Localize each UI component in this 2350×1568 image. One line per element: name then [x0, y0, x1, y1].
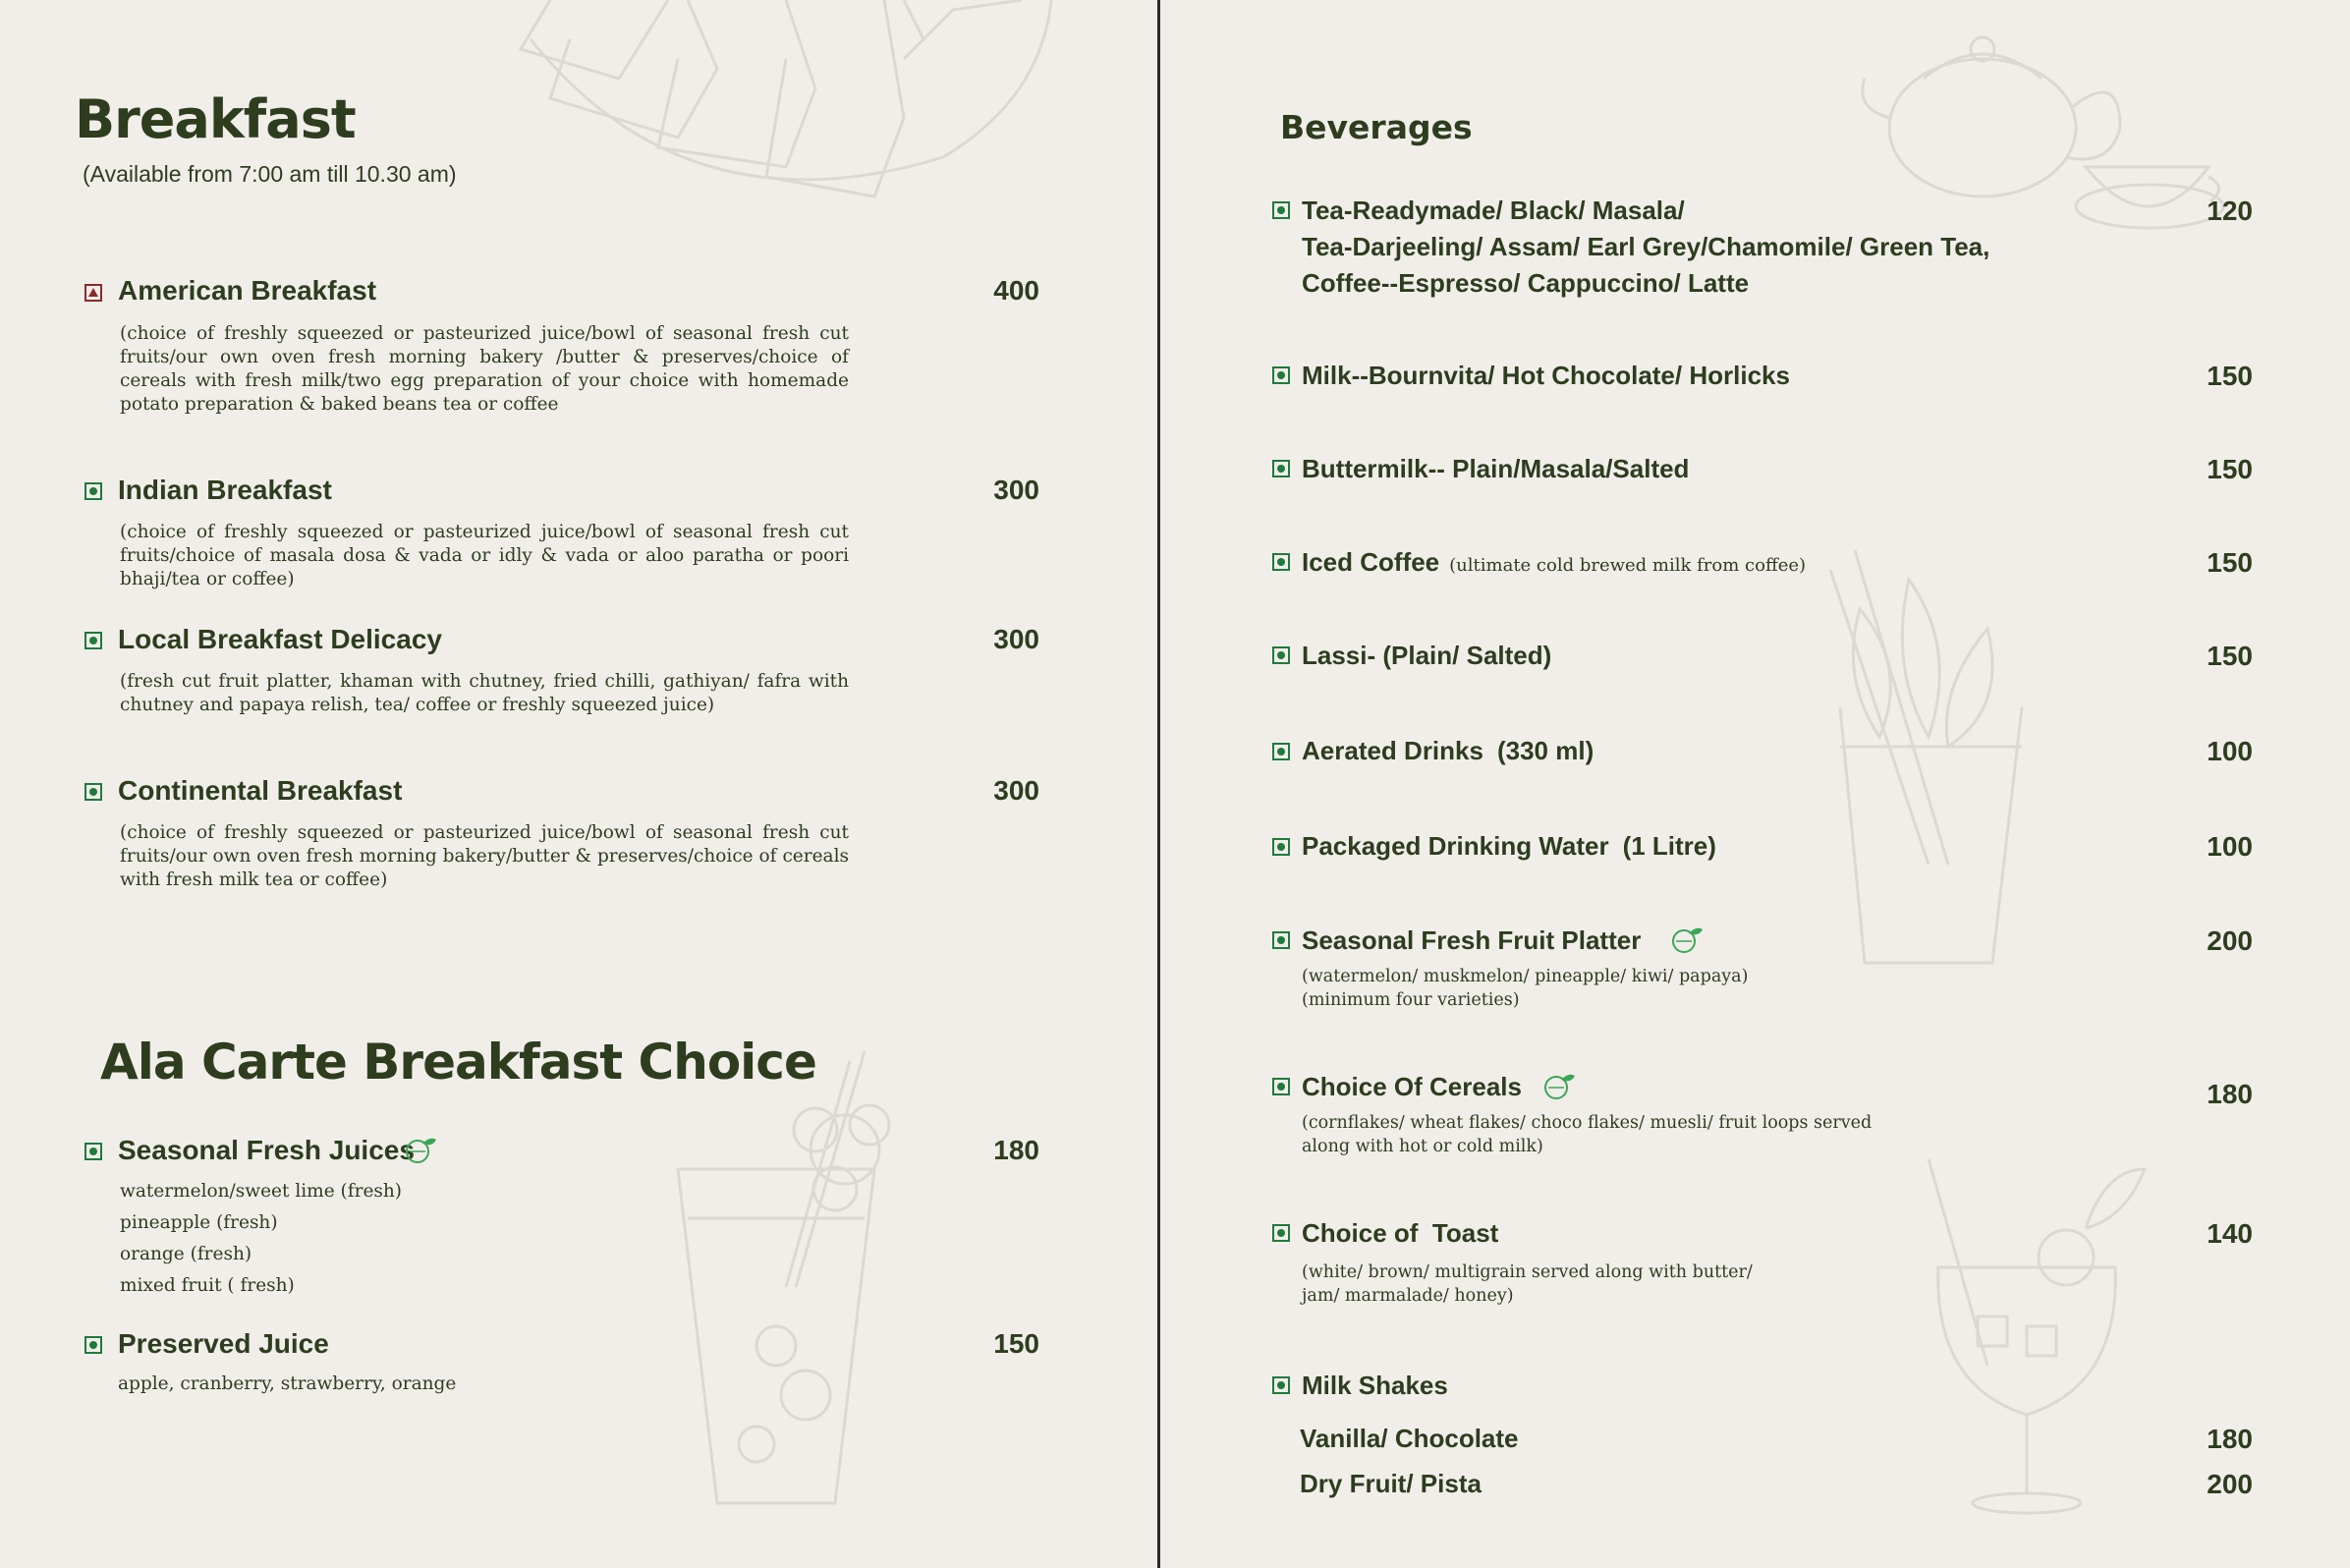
menu-item-name: Milk--Bournvita/ Hot Chocolate/ Horlicks: [1302, 361, 1790, 390]
menu-item-description: (choice of freshly squeezed or pasteurized juice/bowl of seasonal fresh cut fruits/our own oven fresh morning bakery /butter & preserves/choice of cereals with fresh milk/two egg preparation of your choice with homemade potato preparation & baked beans tea or coffee: [120, 323, 849, 415]
menu-item-name: [1302, 831, 1716, 862]
menu-item-price: 140: [2207, 1218, 2253, 1249]
juice-option: apple, cranberry, strawberry, orange: [118, 1373, 457, 1394]
veg-icon: [1272, 931, 1290, 949]
menu-item-description: (choice of freshly squeezed or pasteurized juice/bowl of seasonal fresh cut fruits/choice of masala dosa & vada or idly & vada or aloo paratha or poori bhaji/tea or coffee): [120, 522, 849, 589]
veg-icon: [1272, 646, 1290, 664]
veg-icon: [84, 1336, 102, 1354]
milkshake-variant-name: Dry Fruit/ Pista: [1300, 1469, 1482, 1498]
menu-item-name: Buttermilk-- Plain/Masala/Salted: [1302, 454, 1690, 483]
veg-icon: [1272, 1224, 1290, 1242]
menu-item-description: (white/ brown/ multigrain served along with butter/: [1302, 1262, 1753, 1282]
juice-option: orange (fresh): [120, 1244, 252, 1264]
menu-item-name-text: Iced Coffee: [1302, 547, 1440, 577]
veg-icon: [1272, 1376, 1290, 1394]
menu-item-name: Seasonal Fresh Fruit Platter: [1302, 925, 1642, 955]
menu-item-description: (watermelon/ muskmelon/ pineapple/ kiwi/ papaya): [1302, 967, 1749, 986]
veg-icon: [84, 1143, 102, 1160]
menu-item-description: (cornflakes/ wheat flakes/ choco flakes/ muesli/ fruit loops served: [1302, 1113, 1873, 1133]
veg-icon: [84, 482, 102, 500]
leaf-icon: [1541, 1072, 1577, 1099]
menu-item-name: American Breakfast: [118, 275, 377, 306]
veg-icon: [1272, 743, 1290, 760]
breakfast-title: Breakfast: [75, 88, 356, 150]
menu-item-name: [1302, 736, 1594, 766]
menu-item-name: Choice Of Cereals: [1302, 1072, 1522, 1101]
menu-item-name: Tea-Readymade/ Black/ Masala/: [1302, 196, 1685, 225]
menu-item-name: Preserved Juice: [118, 1328, 329, 1359]
menu-item-quantity: (330 ml): [1496, 736, 1595, 765]
veg-icon: [1272, 553, 1290, 571]
menu-item-name: Choice of Toast: [1302, 1218, 1499, 1248]
menu-item-price: 300: [993, 624, 1039, 654]
menu-item-name: Lassi- (Plain/ Salted): [1302, 641, 1552, 670]
menu-item-quantity: (1 Litre): [1622, 831, 1716, 861]
beverages-title: Beverages: [1280, 108, 1473, 146]
availability-note: (Available from 7:00 am till 10.30 am): [83, 161, 457, 187]
page-divider: [1157, 0, 1160, 1568]
veg-icon: [1272, 460, 1290, 477]
menu-item-note: (ultimate cold brewed milk from coffee): [1449, 555, 1807, 576]
menu-item-price: 400: [993, 275, 1039, 306]
breakfast-page: [0, 0, 1159, 1568]
juice-option: pineapple (fresh): [120, 1212, 278, 1233]
menu-item-description: jam/ marmalade/ honey): [1302, 1286, 1514, 1306]
menu-item-name-text: Packaged Drinking Water: [1302, 831, 1609, 861]
non-veg-icon: [84, 284, 102, 302]
milkshake-variant-price: 200: [2207, 1469, 2253, 1499]
menu-item-price: 150: [993, 1328, 1039, 1359]
menu-item-price: 300: [993, 475, 1039, 505]
juice-option: mixed fruit ( fresh): [120, 1275, 295, 1296]
juice-glass-illustration: [668, 1041, 923, 1513]
menu-item-price: 100: [2207, 831, 2253, 862]
veg-icon: [1272, 366, 1290, 384]
menu-item-name: Continental Breakfast: [118, 775, 403, 806]
menu-item-price: 180: [2207, 1079, 2253, 1109]
menu-item-price: 120: [2207, 196, 2253, 226]
menu-item-name-text: Aerated Drinks: [1302, 736, 1483, 765]
menu-item-price: 200: [2207, 925, 2253, 956]
ala-carte-title: Ala Carte Breakfast Choice: [100, 1034, 816, 1091]
menu-item-name: Local Breakfast Delicacy: [118, 624, 442, 654]
leaf-icon: [403, 1136, 438, 1163]
menu-item-description: (minimum four varieties): [1302, 990, 1520, 1010]
beverages-page: [1162, 0, 2350, 1568]
menu-item-name: Milk Shakes: [1302, 1371, 1448, 1400]
menu-item-name: [1302, 547, 1806, 578]
menu-item-description: (fresh cut fruit platter, khaman with chutney, fried chilli, gathiyan/ fafra with chutney and papaya relish, tea/ coffee or freshly squeezed juice): [120, 671, 849, 715]
menu-item-name: Tea-Darjeeling/ Assam/ Earl Grey/Chamomile/ Green Tea,: [1302, 232, 1990, 261]
menu-item-price: 150: [2207, 641, 2253, 671]
milkshake-variant-price: 180: [2207, 1424, 2253, 1454]
menu-item-description: (choice of freshly squeezed or pasteurized juice/bowl of seasonal fresh cut fruits/our own oven fresh morning bakery/butter & preserves/choice of cereals with fresh milk tea or coffee): [120, 822, 849, 890]
bread-plate-illustration: [491, 0, 1061, 216]
menu-item-name: Indian Breakfast: [118, 475, 332, 505]
veg-icon: [1272, 1078, 1290, 1095]
menu-item-price: 100: [2207, 736, 2253, 766]
menu-item-price: 180: [993, 1135, 1039, 1165]
veg-icon: [1272, 838, 1290, 856]
menu-item-price: 150: [2207, 361, 2253, 391]
veg-icon: [84, 632, 102, 649]
menu-item-description: along with hot or cold milk): [1302, 1137, 1543, 1156]
menu-item-name: Seasonal Fresh Juices: [118, 1135, 415, 1165]
lemonade-glass-illustration: [1820, 540, 2076, 982]
cocktail-illustration: [1919, 1149, 2154, 1523]
menu-item-price: 150: [2207, 454, 2253, 484]
milkshake-variant-name: Vanilla/ Chocolate: [1300, 1424, 1519, 1453]
veg-icon: [1272, 201, 1290, 219]
menu-item-price: 300: [993, 775, 1039, 806]
juice-option: watermelon/sweet lime (fresh): [120, 1181, 403, 1202]
leaf-icon: [1669, 925, 1705, 953]
menu-item-name: Coffee--Espresso/ Cappuccino/ Latte: [1302, 268, 1750, 298]
veg-icon: [84, 783, 102, 801]
menu-item-price: 150: [2207, 547, 2253, 578]
